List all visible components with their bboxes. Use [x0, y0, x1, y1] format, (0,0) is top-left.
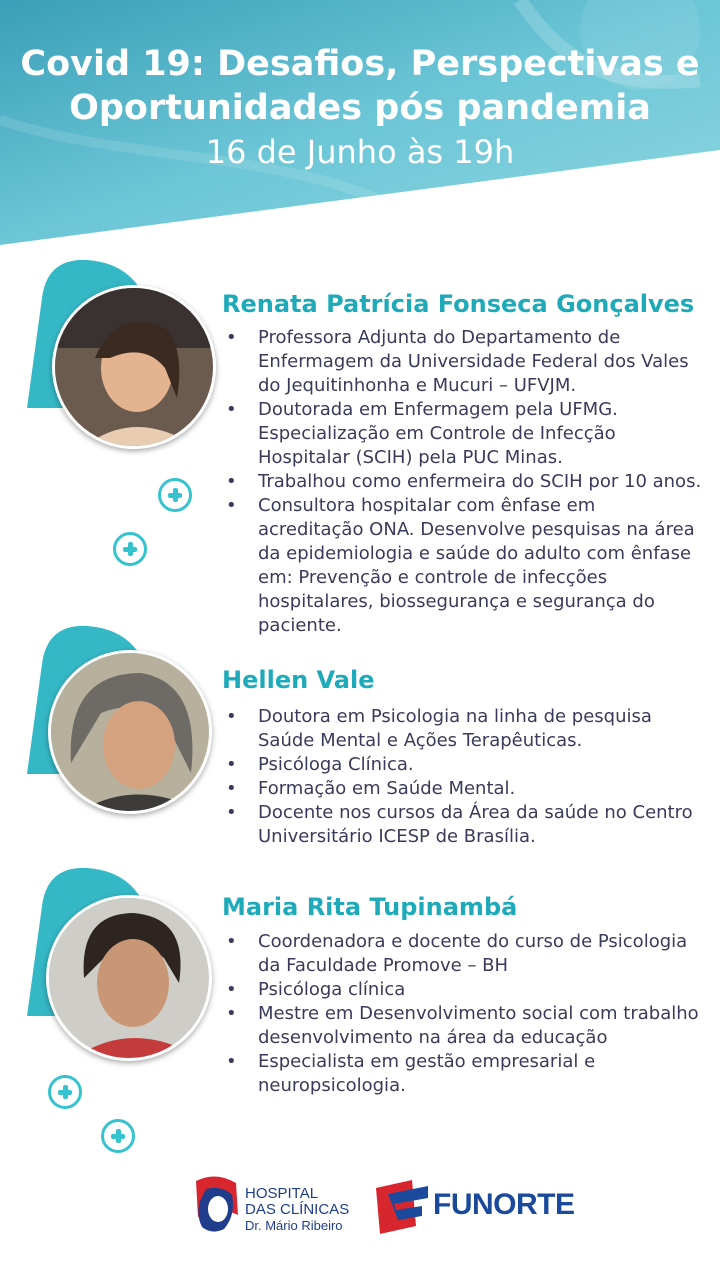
bio-item: • Doutora em Psicologia na linha de pesquisa Saúde Mental e Ações Terapêuticas. — [222, 705, 702, 753]
event-date: 16 de Junho às 19h — [205, 133, 515, 171]
funorte-logo-text: FUNORTE — [433, 1188, 575, 1221]
speaker-1-bio — [222, 326, 702, 638]
bio-item: • Psicóloga clínica — [222, 978, 702, 1002]
bio-item: • Trabalhou como enfermeira do SCIH por 10 anos. — [222, 470, 702, 494]
portrait-placeholder — [51, 653, 209, 811]
bio-item: • Doutorada em Enfermagem pela UFMG. Especialização em Controle de Infecção Hospitalar (SCIH) pela PUC Minas. — [222, 398, 702, 470]
title-line-1: Covid 19: Desafios, Perspectivas e — [20, 44, 700, 84]
bio-item: • Consultora hospitalar com ênfase em acreditação ONA. Desenvolve pesquisas na área da epidemiologia e saúde do adulto com ênfase em: Prevenção e controle de infecções hospitalares, biossegurança e segurança do paciente. — [222, 494, 702, 638]
footer-logos — [0, 1170, 720, 1250]
portrait-placeholder — [55, 288, 213, 446]
speaker-3-photo — [46, 895, 212, 1061]
plus-icon — [101, 1119, 135, 1153]
bio-item: • Mestre em Desenvolvimento social com trabalho desenvolvimento na área da educação — [222, 1002, 702, 1050]
speaker-1-name: Renata Patrícia Fonseca Gonçalves — [222, 290, 695, 318]
speaker-2-bio — [222, 705, 702, 849]
hospital-name-line-1: HOSPITAL — [245, 1185, 319, 1202]
hospital-logo-text — [245, 1186, 349, 1234]
hospital-name-line-3: Dr. Mário Ribeiro — [245, 1218, 343, 1233]
bio-item: • Docente nos cursos da Área da saúde no Centro Universitário ICESP de Brasília. — [222, 801, 702, 849]
title-line-2: Oportunidades pós pandemia — [69, 88, 651, 128]
hospital-name-line-2: DAS CLÍNICAS — [245, 1201, 350, 1218]
hospital-logo-icon — [188, 1175, 244, 1237]
speaker-2-name: Hellen Vale — [222, 666, 375, 694]
bio-item: • Especialista em gestão empresarial e neuropsicologia. — [222, 1050, 702, 1098]
funorte-logo-icon — [372, 1178, 432, 1236]
header-banner — [0, 0, 720, 245]
speaker-3-name: Maria Rita Tupinambá — [222, 893, 518, 921]
speaker-3-bio — [222, 930, 702, 1098]
bio-item: • Professora Adjunta do Departamento de Enfermagem da Universidade Federal dos Vales do Jequitinhonha e Mucuri – UFVJM. — [222, 326, 702, 398]
event-title — [0, 42, 720, 130]
speaker-2-photo — [48, 650, 212, 814]
plus-icon — [113, 532, 147, 566]
speaker-1-photo — [52, 285, 216, 449]
bio-item: • Coordenadora e docente do curso de Psicologia da Faculdade Promove – BH — [222, 930, 702, 978]
bio-item: • Formação em Saúde Mental. — [222, 777, 702, 801]
portrait-placeholder — [49, 898, 209, 1058]
plus-icon — [48, 1075, 82, 1109]
bio-item: • Psicóloga Clínica. — [222, 753, 702, 777]
plus-icon — [158, 478, 192, 512]
